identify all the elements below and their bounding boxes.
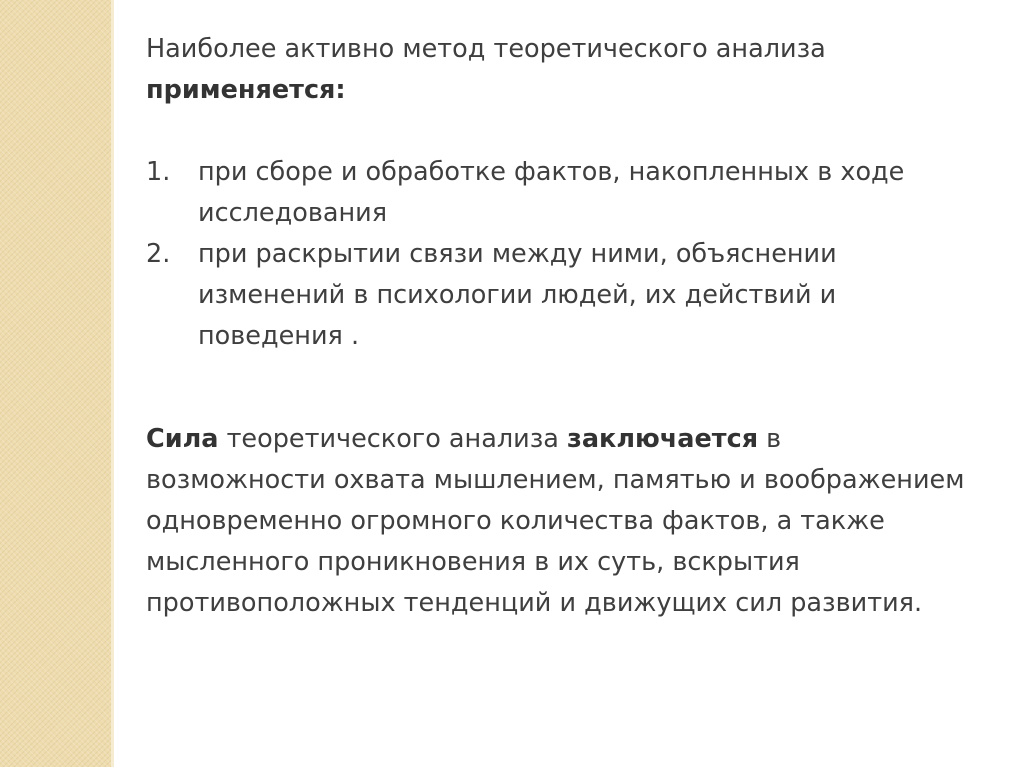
list-item xyxy=(146,234,966,357)
list-item-number: 2. xyxy=(146,239,171,269)
intro-paragraph xyxy=(146,29,966,111)
power-paragraph xyxy=(146,419,966,624)
intro-bold-text: применяется: xyxy=(146,75,346,105)
power-bold-word: Сила xyxy=(146,424,219,454)
decorative-side-band xyxy=(0,0,111,767)
list-item xyxy=(146,152,966,234)
list-item-number: 1. xyxy=(146,157,171,187)
power-text-1: теоретического анализа xyxy=(218,424,567,454)
list-item-text: при раскрытии связи между ними, объяснении изменений в психологии людей, их действий и поведения . xyxy=(198,239,837,351)
power-bold-verb: заключается xyxy=(567,424,759,454)
side-band-edge xyxy=(111,0,114,767)
usage-list xyxy=(146,152,966,357)
list-item-text: при сборе и обработке фактов, накопленных в ходе исследования xyxy=(198,157,905,228)
intro-text: Наиболее активно метод теоретического анализа xyxy=(146,34,826,64)
power-text-2: в возможности охвата мышлением, памятью и воображением одновременно огромного количества фактов, а также мысленного проникновения в их суть, вскрытия противоположных тенденций и движущих сил развития. xyxy=(146,424,965,618)
slide-content xyxy=(146,29,966,624)
